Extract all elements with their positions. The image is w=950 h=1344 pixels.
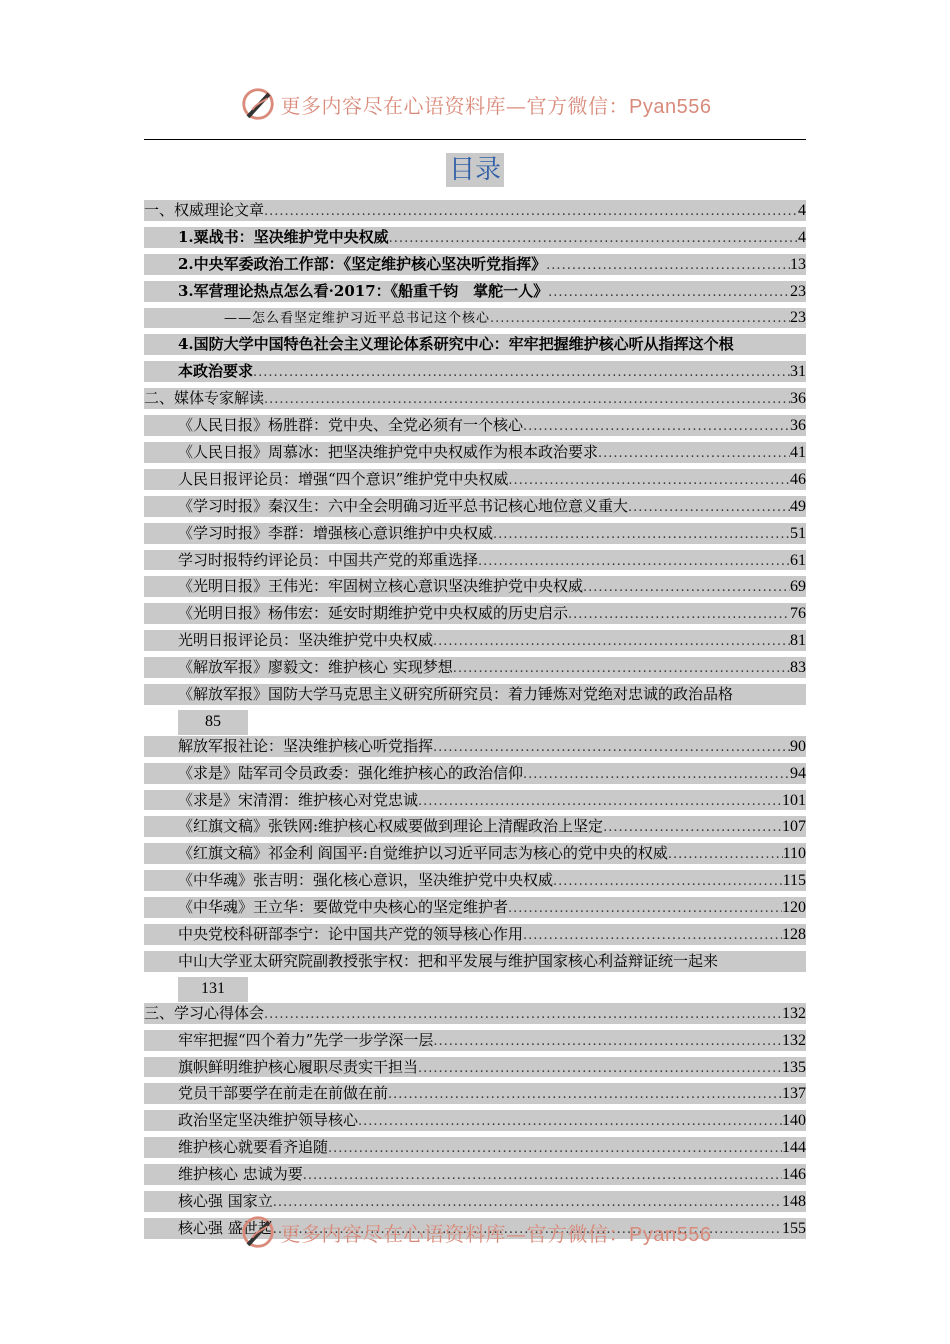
footer-text: 更多内容尽在心语资料库—官方微信：Pyan556 <box>280 1221 712 1246</box>
dot-leader <box>523 765 790 786</box>
toc-entry-title: 三、学习心得体会 <box>144 1003 265 1022</box>
toc-heading: 目录 <box>0 153 950 187</box>
toc-entry-page: 81 <box>790 632 806 650</box>
toc-entry-page: 90 <box>790 737 806 755</box>
toc-entry[interactable] <box>144 897 806 922</box>
toc-entry-title: 《中华魂》王立华：要做党中央核心的坚定维护者 <box>178 898 509 917</box>
dot-leader <box>303 1166 782 1187</box>
toc-entry[interactable] <box>144 496 806 521</box>
toc-entry-page: 4 <box>798 228 806 246</box>
toc-entry-title: 《学习时报》李群：增强核心意识维护中央权威 <box>178 523 494 542</box>
toc-entry-title: 《求是》宋清渭：维护核心对党忠诚 <box>178 790 419 809</box>
dot-leader <box>523 926 782 947</box>
toc-entry-page: 148 <box>782 1192 806 1210</box>
toc-entry-page: 13 <box>790 255 806 273</box>
dot-leader <box>389 229 798 250</box>
footer-banner <box>0 1212 950 1252</box>
toc-entry[interactable] <box>144 1003 806 1028</box>
dot-leader <box>358 1112 782 1133</box>
dot-leader <box>478 552 790 573</box>
wechat-id: Pyan556 <box>629 1223 712 1246</box>
toc-entry-title: 《解放军报》廖毅文：维护核心 实现梦想 <box>178 658 453 677</box>
dot-leader <box>418 792 782 813</box>
toc-entry-page: 23 <box>790 282 806 300</box>
toc-entry-page: 36 <box>790 390 806 408</box>
toc-entry-page: 137 <box>782 1085 806 1103</box>
toc-entry-page: 51 <box>790 524 806 542</box>
dot-leader <box>433 632 790 653</box>
toc-entry[interactable] <box>144 523 806 548</box>
toc-entry-page: 31 <box>790 363 806 381</box>
toc-entry-page: 46 <box>790 470 806 488</box>
toc-entry-title: 光明日报评论员：坚决维护党中央权威 <box>178 631 434 650</box>
toc-entry-title: 《求是》陆军司令员政委：强化维护核心的政治信仰 <box>178 763 524 782</box>
dot-leader <box>598 444 790 465</box>
toc-entry-page: 85 <box>178 710 248 735</box>
wechat-id: Pyan556 <box>629 95 712 118</box>
dot-leader <box>264 202 798 223</box>
toc-entry[interactable] <box>144 1030 806 1055</box>
toc-entry[interactable] <box>144 415 806 440</box>
toc-entry-title: 2.中央军委政治工作部：《坚定维护核心坚决听党指挥》 <box>178 254 547 273</box>
dot-leader <box>433 1032 782 1053</box>
dot-leader <box>264 1005 782 1026</box>
toc-entry-page: 110 <box>782 845 806 863</box>
dot-leader <box>493 525 790 546</box>
toc-entry[interactable] <box>144 657 806 682</box>
toc-entry-title: 《红旗文稿》祁金利 阎国平:自觉维护以习近平同志为核心的党中央的权威 <box>178 844 668 863</box>
toc-entry-title: 二、媒体专家解读 <box>144 389 265 408</box>
toc-entry-page: 132 <box>782 1031 806 1049</box>
toc-entry[interactable] <box>144 763 806 788</box>
toc-entry[interactable] <box>144 790 806 815</box>
toc-entry-title: 本政治要求 <box>178 362 254 381</box>
toc-entry-title: 1.粟战书：坚决维护党中央权威 <box>178 227 389 246</box>
header-banner <box>0 84 950 124</box>
toc-entry-page: 4 <box>798 202 806 219</box>
dot-leader <box>328 1139 782 1160</box>
toc-entry[interactable] <box>144 684 806 709</box>
dot-leader <box>433 738 790 759</box>
toc-entry[interactable] <box>144 603 806 628</box>
toc-entry[interactable] <box>144 388 806 413</box>
toc-entry[interactable] <box>144 550 806 575</box>
dot-leader <box>553 872 783 893</box>
dot-leader <box>490 309 790 330</box>
dot-leader <box>418 1059 782 1080</box>
toc-entry-title: 维护核心 忠诚为要 <box>178 1165 303 1184</box>
toc-entry-page: 140 <box>782 1112 806 1130</box>
toc-entry-title: 《人民日报》周慕冰：把坚决维护党中央权威作为根本政治要求 <box>178 443 599 462</box>
dot-leader <box>568 605 790 626</box>
toc-entry-title: 人民日报评论员：增强“四个意识”维护党中央权威 <box>178 469 509 488</box>
toc-entry[interactable] <box>144 1110 806 1135</box>
toc-entry[interactable] <box>144 227 806 252</box>
toc-entry-title: 《中华魂》张吉明：强化核心意识，坚决维护党中央权威 <box>178 871 554 890</box>
toc-entry-title: 《红旗文稿》张铁网:维护核心权威要做到理论上清醒政治上坚定 <box>178 817 604 836</box>
header-text: 更多内容尽在心语资料库—官方微信：Pyan556 <box>280 93 712 118</box>
toc-entry-page: 146 <box>782 1166 806 1184</box>
header-rule <box>144 139 806 140</box>
toc-entry-page: 128 <box>782 926 806 944</box>
dot-leader <box>628 498 790 519</box>
toc-entry-title: 《光明日报》杨伟宏：延安时期维护党中央权威的历史启示 <box>178 604 569 623</box>
toc-entry-title: 核心强 盛世起 <box>178 1218 273 1237</box>
toc-entry-page: 41 <box>790 444 806 462</box>
toc-entry-title: ——怎么看坚定维护习近平总书记这个核心 <box>224 310 491 326</box>
toc-entry-page: 61 <box>790 551 806 569</box>
toc-entry-page: 132 <box>782 1004 806 1022</box>
toc-entry[interactable] <box>144 1057 806 1082</box>
toc-entry-title: 旗帜鲜明维护核心履职尽责实干担当 <box>178 1057 419 1076</box>
toc-entry[interactable] <box>144 1164 806 1189</box>
toc-entry-title: 核心强 国家立 <box>178 1191 273 1210</box>
toc-entry-page: 23 <box>790 308 806 326</box>
dot-leader <box>603 818 782 839</box>
toc-entry-page: 107 <box>782 818 806 836</box>
toc-entry-title: 3.军营理论热点怎么看·2017：《船重千钧 掌舵一人》 <box>178 281 549 300</box>
toc-entry-title: 中央党校科研部李宁：论中国共产党的领导核心作用 <box>178 925 524 944</box>
toc-entry-page: 101 <box>782 791 806 809</box>
dot-leader <box>508 899 782 920</box>
toc-entry-title: 4.国防大学中国特色社会主义理论体系研究中心：牢牢把握维护核心听从指挥这个根 <box>178 335 734 354</box>
toc-entry[interactable] <box>144 1137 806 1162</box>
toc-entry[interactable] <box>144 870 806 895</box>
toc-entry-title: 《学习时报》秦汉生：六中全会明确习近平总书记核心地位意义重大 <box>178 496 629 515</box>
toc-entry-page: 69 <box>790 578 806 596</box>
toc-entry-title: 学习时报特约评论员：中国共产党的郑重选择 <box>178 550 479 569</box>
toc-entry-page: 36 <box>790 417 806 435</box>
dot-leader <box>583 578 790 599</box>
toc-entry-page: 144 <box>782 1139 806 1157</box>
toc-entry[interactable] <box>144 843 806 868</box>
toc-entry[interactable] <box>144 951 806 976</box>
toc-entry-page-row <box>144 709 806 734</box>
toc-entry[interactable] <box>144 254 806 279</box>
toc-entry[interactable] <box>144 281 806 306</box>
toc-entry-page: 131 <box>178 977 248 1002</box>
toc-entry[interactable] <box>144 469 806 494</box>
toc-entry-title: 党员干部要学在前走在前做在前 <box>178 1084 389 1103</box>
dot-leader <box>508 471 790 492</box>
table-of-contents <box>144 198 806 1243</box>
dot-leader <box>453 659 790 680</box>
toc-entry-page: 83 <box>790 659 806 677</box>
toc-entry-title: 《人民日报》杨胜群：党中央、全党必须有一个核心 <box>178 416 524 435</box>
toc-entry-page-row <box>144 976 806 1001</box>
toc-entry[interactable] <box>144 361 806 386</box>
toc-entry[interactable] <box>144 334 806 359</box>
toc-entry[interactable] <box>144 576 806 601</box>
dot-leader <box>253 363 790 384</box>
toc-entry-title: 解放军报社论：坚决维护核心听党指挥 <box>178 736 434 755</box>
toc-entry-page: 76 <box>790 605 806 623</box>
toc-entry-title: 《解放军报》国防大学马克思主义研究所研究员：着力锤炼对党绝对忠诚的政治品格 <box>178 685 734 704</box>
dot-leader <box>668 845 783 866</box>
toc-entry-page: 49 <box>790 497 806 515</box>
toc-entry-page: 135 <box>782 1058 806 1076</box>
toc-entry-page: 94 <box>790 764 806 782</box>
toc-entry[interactable] <box>144 736 806 761</box>
toc-entry[interactable] <box>144 442 806 467</box>
toc-entry-title: 一、权威理论文章 <box>144 201 265 219</box>
toc-entry-page: 115 <box>782 872 806 890</box>
toc-entry[interactable] <box>144 816 806 841</box>
toc-entry-title: 中山大学亚太研究院副教授张宇权：把和平发展与维护国家核心利益辩证统一起来 <box>178 951 719 970</box>
dot-leader <box>273 1193 782 1214</box>
toc-entry[interactable] <box>144 200 806 225</box>
dot-leader <box>523 417 790 438</box>
toc-entry-title: 牢牢把握“四个着力”先学一步学深一层 <box>178 1030 434 1049</box>
toc-entry-title: 维护核心就要看齐追随 <box>178 1138 329 1157</box>
toc-entry[interactable] <box>144 630 806 655</box>
toc-entry-page: 155 <box>782 1219 806 1237</box>
toc-entry-page: 120 <box>782 899 806 917</box>
dot-leader <box>548 283 790 304</box>
pen-logo-icon <box>239 85 277 123</box>
dot-leader <box>264 390 790 411</box>
toc-entry[interactable] <box>144 308 806 333</box>
toc-entry[interactable] <box>144 1083 806 1108</box>
dot-leader <box>546 256 790 277</box>
dot-leader <box>388 1085 782 1106</box>
toc-entry[interactable] <box>144 924 806 949</box>
pen-logo-icon <box>239 1213 277 1251</box>
toc-entry-title: 政治坚定坚决维护领导核心 <box>178 1111 359 1130</box>
toc-entry-title: 《光明日报》王伟光：牢固树立核心意识坚决维护党中央权威 <box>178 577 584 596</box>
